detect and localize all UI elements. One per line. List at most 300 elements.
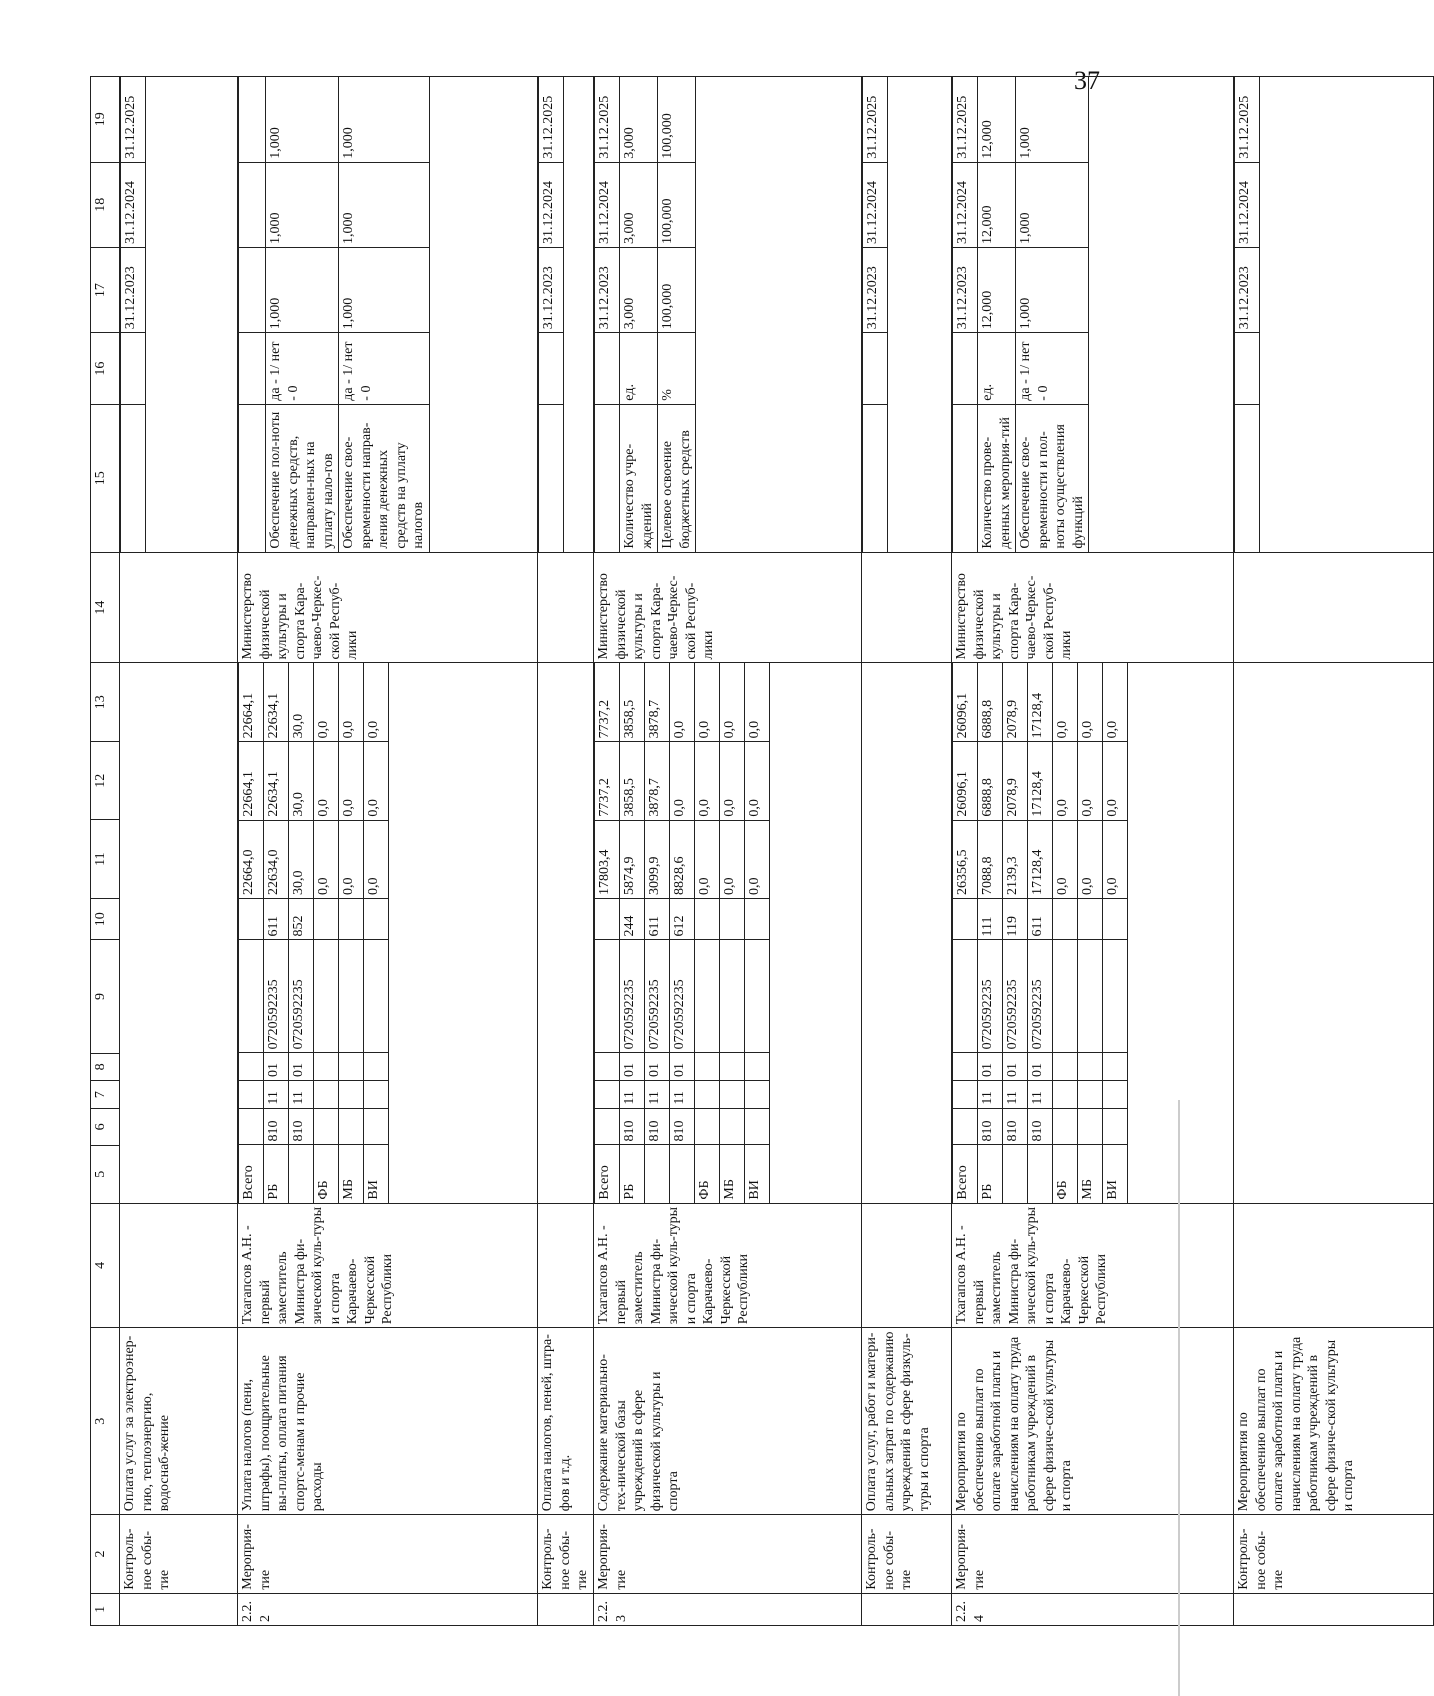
finance-c10: 611	[645, 898, 670, 939]
finance-c10: 612	[670, 898, 695, 939]
finance-row	[670, 663, 695, 1202]
indicator-unit: да - 1/ нет - 0	[266, 333, 339, 404]
finance-c8: 01	[670, 1053, 695, 1081]
finance-c13: 22664,1	[239, 663, 264, 741]
finance-c13: 17128,4	[1028, 663, 1053, 741]
finance-c7	[339, 1080, 364, 1108]
column-number: 19	[91, 77, 120, 163]
indicator-value-2024: 100,000	[658, 162, 696, 247]
finance-row	[720, 663, 745, 1202]
indicator-block	[238, 77, 538, 553]
rotated-table-wrapper	[90, 76, 1356, 1626]
finance-c10	[314, 898, 339, 939]
row-responsible: Тхагапсов А.Н. - первый заместитель Министра фи-зической куль-туры и спорта Карачаево-Черкесской Республики	[952, 1203, 1234, 1328]
indicator-name: Обеспечение свое-временности направ-ления денежных средств на уплату налогов	[339, 404, 430, 551]
finance-c7	[314, 1080, 339, 1108]
finance-c7	[1103, 1080, 1128, 1108]
empty-cell	[953, 404, 978, 551]
finance-c8	[745, 1053, 770, 1081]
finance-c9	[314, 940, 339, 1053]
row-id: 2.2.4	[952, 1593, 1234, 1625]
empty-cell	[595, 404, 620, 551]
deadline-date: 31.12.2024	[1235, 162, 1260, 247]
finance-c12: 7737,2	[595, 742, 620, 820]
dates-row	[539, 77, 564, 552]
finance-c6	[364, 1108, 389, 1145]
indicator-subtable	[238, 77, 430, 552]
column-number: 15	[91, 404, 120, 552]
row-responsible: Тхагапсов А.Н. - первый заместитель Министра фи-зической куль-туры и спорта Карачаево-Черкесской Республики	[594, 1203, 862, 1328]
finance-c8	[720, 1053, 745, 1081]
finance-src: ФБ	[1053, 1145, 1078, 1203]
row-ministry: Министерство физической культуры и спорта Кара-чаево-Черкес-ской Респуб-лики	[238, 552, 538, 663]
deadline-date: 31.12.2023	[595, 248, 620, 333]
finance-src	[289, 1145, 314, 1203]
finance-c9	[1103, 940, 1128, 1053]
finance-c11: 0,0	[745, 820, 770, 898]
finance-c11: 26356,5	[953, 820, 978, 898]
deadline-date: 31.12.2024	[953, 162, 978, 247]
finance-c10: 611	[1028, 898, 1053, 939]
finance-c7	[1053, 1080, 1078, 1108]
finance-c6: 810	[670, 1108, 695, 1145]
finance-c7	[953, 1080, 978, 1108]
finance-c12: 30,0	[289, 742, 314, 820]
finance-c8: 01	[1028, 1053, 1053, 1081]
indicator-block	[120, 77, 238, 553]
finance-block	[238, 663, 538, 1203]
activity-row	[238, 77, 538, 1626]
indicator-row	[658, 77, 696, 552]
row-kind: Мероприя-тие	[952, 1515, 1234, 1593]
finance-c8: 01	[978, 1053, 1003, 1081]
finance-c11: 0,0	[339, 820, 364, 898]
finance-c11: 22634,0	[264, 820, 289, 898]
row-name: Оплата налогов, пеней, штра-фов и т.д.	[538, 1328, 594, 1515]
finance-row	[239, 663, 264, 1202]
page-number: 37	[1074, 66, 1100, 95]
empty-cell	[1235, 333, 1260, 404]
indicator-unit: %	[658, 333, 696, 404]
finance-c12: 0,0	[1053, 742, 1078, 820]
indicator-value-2024: 1,000	[339, 162, 430, 247]
finance-row	[1053, 663, 1078, 1202]
finance-c9: 0720592235	[1028, 940, 1053, 1053]
finance-c9	[720, 940, 745, 1053]
finance-c6	[953, 1108, 978, 1145]
column-number: 10	[91, 898, 120, 940]
control-event-row	[1234, 77, 1434, 1626]
finance-c11: 0,0	[314, 820, 339, 898]
finance-row	[289, 663, 314, 1202]
finance-c12: 0,0	[670, 742, 695, 820]
row-name: Уплата налогов (пени, штрафы), поощрительные вы-платы, оплата питания спортс-менам и прочие расходы	[238, 1328, 538, 1515]
finance-c11: 3099,9	[645, 820, 670, 898]
empty-cell	[121, 404, 146, 551]
finance-c7: 11	[1003, 1080, 1028, 1108]
indicator-value-2023: 12,000	[978, 248, 1016, 333]
deadline-date: 31.12.2025	[121, 77, 146, 162]
finance-c7: 11	[645, 1080, 670, 1108]
finance-c9: 0720592235	[670, 940, 695, 1053]
finance-c7: 11	[1028, 1080, 1053, 1108]
finance-c10	[953, 898, 978, 939]
finance-c12: 22664,1	[239, 742, 264, 820]
finance-c8	[1078, 1053, 1103, 1081]
finance-c13: 0,0	[1103, 663, 1128, 741]
finance-c10: 611	[264, 898, 289, 939]
finance-c6: 810	[645, 1108, 670, 1145]
finance-c6: 810	[1028, 1108, 1053, 1145]
finance-c9: 0720592235	[620, 940, 645, 1053]
finance-block	[1234, 663, 1434, 1203]
finance-row	[645, 663, 670, 1202]
row-responsible	[120, 1203, 238, 1328]
finance-c8	[1053, 1053, 1078, 1081]
indicator-unit: ед.	[978, 333, 1016, 404]
indicator-row	[266, 77, 339, 552]
empty-cell	[239, 248, 266, 333]
finance-row	[364, 663, 389, 1202]
finance-c10	[364, 898, 389, 939]
finance-c12: 2078,9	[1003, 742, 1028, 820]
finance-c12: 0,0	[314, 742, 339, 820]
indicator-value-2024: 3,000	[620, 162, 658, 247]
row-ministry: Министерство физической культуры и спорта Кара-чаево-Черкес-ской Респуб-лики	[594, 552, 862, 663]
finance-c11: 30,0	[289, 820, 314, 898]
indicator-value-2023: 1,000	[266, 248, 339, 333]
finance-c9	[745, 940, 770, 1053]
deadline-date: 31.12.2025	[1235, 77, 1260, 162]
finance-c13: 0,0	[314, 663, 339, 741]
empty-cell	[863, 404, 888, 551]
indicator-name: Количество прове-денных мероприя-тий	[978, 404, 1016, 551]
finance-c9: 0720592235	[645, 940, 670, 1053]
row-ministry	[538, 552, 594, 663]
row-name: Мероприятия по обеспечению выплат по оплате заработной платы и начислениям на оплату труда работникам учреждений в сфере физиче-ской культуры и спорта	[952, 1328, 1234, 1515]
finance-src	[1028, 1145, 1053, 1203]
indicator-subtable	[1234, 77, 1260, 552]
finance-c6	[1103, 1108, 1128, 1145]
finance-src: Всего	[595, 1145, 620, 1203]
column-number: 11	[91, 820, 120, 898]
indicator-block	[952, 77, 1234, 553]
blank-row	[239, 77, 266, 552]
finance-src: РБ	[620, 1145, 645, 1203]
column-number: 16	[91, 333, 120, 405]
row-name: Мероприятия по обеспечению выплат по оплате заработной платы и начислениям на оплату труда работникам учреждений в сфере физиче-ской культуры и спорта	[1234, 1328, 1434, 1515]
finance-row	[1003, 663, 1028, 1202]
finance-subtable	[238, 663, 389, 1202]
finance-c7	[695, 1080, 720, 1108]
finance-c10	[745, 898, 770, 939]
activity-row	[952, 77, 1234, 1626]
finance-row	[978, 663, 1003, 1202]
column-number: 6	[91, 1108, 120, 1145]
finance-row	[1103, 663, 1128, 1202]
finance-c13: 3858,5	[620, 663, 645, 741]
finance-c10: 244	[620, 898, 645, 939]
finance-block	[120, 663, 238, 1203]
finance-c7: 11	[620, 1080, 645, 1108]
finance-c12: 26096,1	[953, 742, 978, 820]
column-number: 3	[91, 1328, 120, 1515]
indicator-value-2025: 1,000	[266, 77, 339, 162]
empty-cell	[1235, 404, 1260, 551]
control-event-row	[862, 77, 952, 1626]
finance-c11: 7088,8	[978, 820, 1003, 898]
deadline-date: 31.12.2025	[863, 77, 888, 162]
finance-src	[645, 1145, 670, 1203]
finance-c13: 0,0	[695, 663, 720, 741]
indicator-subtable	[120, 77, 146, 552]
finance-c9	[339, 940, 364, 1053]
finance-c10	[695, 898, 720, 939]
finance-c6	[239, 1108, 264, 1145]
finance-c8	[1103, 1053, 1128, 1081]
finance-row	[264, 663, 289, 1202]
indicator-block	[1234, 77, 1434, 553]
row-id: 2.2.2	[238, 1593, 538, 1625]
deadline-date: 31.12.2023	[863, 248, 888, 333]
indicator-value-2025: 1,000	[339, 77, 430, 162]
column-number: 8	[91, 1053, 120, 1081]
finance-c13: 7737,2	[595, 663, 620, 741]
row-responsible	[862, 1203, 952, 1328]
indicator-value-2023: 3,000	[620, 248, 658, 333]
finance-c6	[695, 1108, 720, 1145]
indicator-value-2025: 100,000	[658, 77, 696, 162]
finance-c8	[239, 1053, 264, 1081]
indicator-block	[862, 77, 952, 553]
finance-c13: 2078,9	[1003, 663, 1028, 741]
finance-c6	[720, 1108, 745, 1145]
finance-c9	[239, 940, 264, 1053]
finance-c9	[595, 940, 620, 1053]
finance-c12: 3858,5	[620, 742, 645, 820]
empty-cell	[239, 333, 266, 404]
finance-c9: 0720592235	[1003, 940, 1028, 1053]
finance-row	[1028, 663, 1053, 1202]
finance-row	[620, 663, 645, 1202]
empty-cell	[539, 333, 564, 404]
finance-c13: 0,0	[1078, 663, 1103, 741]
row-id	[538, 1593, 594, 1625]
finance-block	[594, 663, 862, 1203]
finance-c13: 6888,8	[978, 663, 1003, 741]
indicator-name: Обеспечение пол-ноты денежных средств, направлен-ных на уплату нало-гов	[266, 404, 339, 551]
finance-c11: 0,0	[1078, 820, 1103, 898]
empty-cell	[539, 404, 564, 551]
finance-c6: 810	[289, 1108, 314, 1145]
finance-c12: 0,0	[1103, 742, 1128, 820]
indicator-subtable	[538, 77, 564, 552]
finance-c12: 3878,7	[645, 742, 670, 820]
finance-c11: 0,0	[695, 820, 720, 898]
control-event-row	[120, 77, 238, 1626]
row-kind: Контроль-ное собы-тие	[120, 1515, 238, 1593]
indicator-value-2024: 12,000	[978, 162, 1016, 247]
row-responsible	[1234, 1203, 1434, 1328]
finance-c12: 0,0	[720, 742, 745, 820]
finance-c9	[1053, 940, 1078, 1053]
column-number: 1	[91, 1593, 120, 1625]
finance-c10	[1053, 898, 1078, 939]
plan-table	[90, 76, 1434, 1626]
finance-c11: 17128,4	[1028, 820, 1053, 898]
empty-cell	[863, 333, 888, 404]
finance-c13: 0,0	[339, 663, 364, 741]
finance-c8	[314, 1053, 339, 1081]
finance-c8	[695, 1053, 720, 1081]
deadline-date: 31.12.2025	[953, 77, 978, 162]
column-number: 13	[91, 663, 120, 741]
indicator-subtable	[862, 77, 888, 552]
finance-c10	[239, 898, 264, 939]
finance-src: РБ	[978, 1145, 1003, 1203]
indicator-value-2023: 1,000	[339, 248, 430, 333]
finance-c7: 11	[670, 1080, 695, 1108]
finance-src: ВИ	[1103, 1145, 1128, 1203]
finance-block	[862, 663, 952, 1203]
finance-c12: 0,0	[364, 742, 389, 820]
finance-c12: 0,0	[339, 742, 364, 820]
finance-c8: 01	[620, 1053, 645, 1081]
finance-c13: 22634,1	[264, 663, 289, 741]
dates-row	[863, 77, 888, 552]
finance-row	[745, 663, 770, 1202]
finance-c13: 0,0	[670, 663, 695, 741]
finance-block	[538, 663, 594, 1203]
finance-c13: 30,0	[289, 663, 314, 741]
finance-c11: 8828,6	[670, 820, 695, 898]
finance-c12: 6888,8	[978, 742, 1003, 820]
finance-c8	[953, 1053, 978, 1081]
indicator-value-2024: 1,000	[1016, 162, 1089, 247]
finance-c9	[695, 940, 720, 1053]
indicator-block	[594, 77, 862, 553]
finance-c7	[1078, 1080, 1103, 1108]
indicator-value-2025: 12,000	[978, 77, 1016, 162]
indicator-value-2025: 1,000	[1016, 77, 1089, 162]
deadline-date: 31.12.2023	[953, 248, 978, 333]
dates-row	[953, 77, 978, 552]
indicator-block	[538, 77, 594, 553]
finance-block	[952, 663, 1234, 1203]
finance-row	[339, 663, 364, 1202]
finance-c9: 0720592235	[264, 940, 289, 1053]
finance-c8	[595, 1053, 620, 1081]
deadline-date: 31.12.2025	[595, 77, 620, 162]
finance-c7	[745, 1080, 770, 1108]
column-number: 14	[91, 552, 120, 663]
indicator-value-2024: 1,000	[266, 162, 339, 247]
row-id	[1234, 1593, 1434, 1625]
activity-row	[594, 77, 862, 1626]
finance-src: МБ	[339, 1145, 364, 1203]
column-number: 5	[91, 1145, 120, 1203]
finance-c8: 01	[289, 1053, 314, 1081]
finance-src: МБ	[1078, 1145, 1103, 1203]
deadline-date: 31.12.2024	[595, 162, 620, 247]
finance-src: ФБ	[695, 1145, 720, 1203]
column-number: 17	[91, 247, 120, 332]
row-name: Оплата услуг за электроэнер-гию, теплоэнергию, водоснаб-жение	[120, 1328, 238, 1515]
indicator-subtable	[594, 77, 696, 552]
finance-c6	[595, 1108, 620, 1145]
dates-row	[1235, 77, 1260, 552]
finance-c10	[720, 898, 745, 939]
row-id	[120, 1593, 238, 1625]
finance-c6: 810	[620, 1108, 645, 1145]
indicator-row	[620, 77, 658, 552]
finance-src	[1003, 1145, 1028, 1203]
indicator-value-2025: 3,000	[620, 77, 658, 162]
finance-c10	[339, 898, 364, 939]
finance-c9	[1078, 940, 1103, 1053]
finance-src: МБ	[720, 1145, 745, 1203]
finance-c11: 0,0	[1053, 820, 1078, 898]
finance-c13: 0,0	[720, 663, 745, 741]
finance-src: ВИ	[745, 1145, 770, 1203]
indicator-row	[978, 77, 1016, 552]
column-number: 12	[91, 741, 120, 819]
finance-c12: 0,0	[745, 742, 770, 820]
finance-c11: 0,0	[364, 820, 389, 898]
finance-c8: 01	[645, 1053, 670, 1081]
row-kind: Мероприя-тие	[594, 1515, 862, 1593]
finance-c10: 852	[289, 898, 314, 939]
row-name: Содержание материально-тех-нической базы учреждений в сфере физической культуры и спорта	[594, 1328, 862, 1515]
finance-c7	[595, 1080, 620, 1108]
finance-subtable	[952, 663, 1128, 1202]
finance-c6: 810	[264, 1108, 289, 1145]
indicator-row	[339, 77, 430, 552]
finance-c12: 22634,1	[264, 742, 289, 820]
finance-c11: 2139,3	[1003, 820, 1028, 898]
row-name: Оплата услуг, работ и матери-альных затрат по содержанию учреждений в сфере физкуль-туры и спорта	[862, 1328, 952, 1515]
finance-c12: 0,0	[695, 742, 720, 820]
row-ministry	[1234, 552, 1434, 663]
finance-src: ВИ	[364, 1145, 389, 1203]
finance-src: ФБ	[314, 1145, 339, 1203]
column-number: 18	[91, 162, 120, 247]
finance-src: Всего	[953, 1145, 978, 1203]
finance-c13: 3878,7	[645, 663, 670, 741]
finance-row	[595, 663, 620, 1202]
row-responsible: Тхагапсов А.Н. - первый заместитель Министра фи-зической куль-туры и спорта Карачаево-Черкесской Республики	[238, 1203, 538, 1328]
finance-c11: 17803,4	[595, 820, 620, 898]
deadline-date: 31.12.2024	[863, 162, 888, 247]
empty-cell	[239, 404, 266, 551]
finance-c10	[1103, 898, 1128, 939]
finance-c6	[314, 1108, 339, 1145]
column-number-row	[91, 77, 120, 1626]
row-id	[862, 1593, 952, 1625]
indicator-value-2023: 100,000	[658, 248, 696, 333]
empty-cell	[121, 333, 146, 404]
scan-edge-line	[1178, 1100, 1180, 1696]
indicator-unit: ед.	[620, 333, 658, 404]
row-ministry	[120, 552, 238, 663]
empty-cell	[239, 77, 266, 162]
finance-c10	[1078, 898, 1103, 939]
dates-row	[595, 77, 620, 552]
finance-c12: 17128,4	[1028, 742, 1053, 820]
finance-c7	[720, 1080, 745, 1108]
finance-c8: 01	[264, 1053, 289, 1081]
finance-c10: 111	[978, 898, 1003, 939]
